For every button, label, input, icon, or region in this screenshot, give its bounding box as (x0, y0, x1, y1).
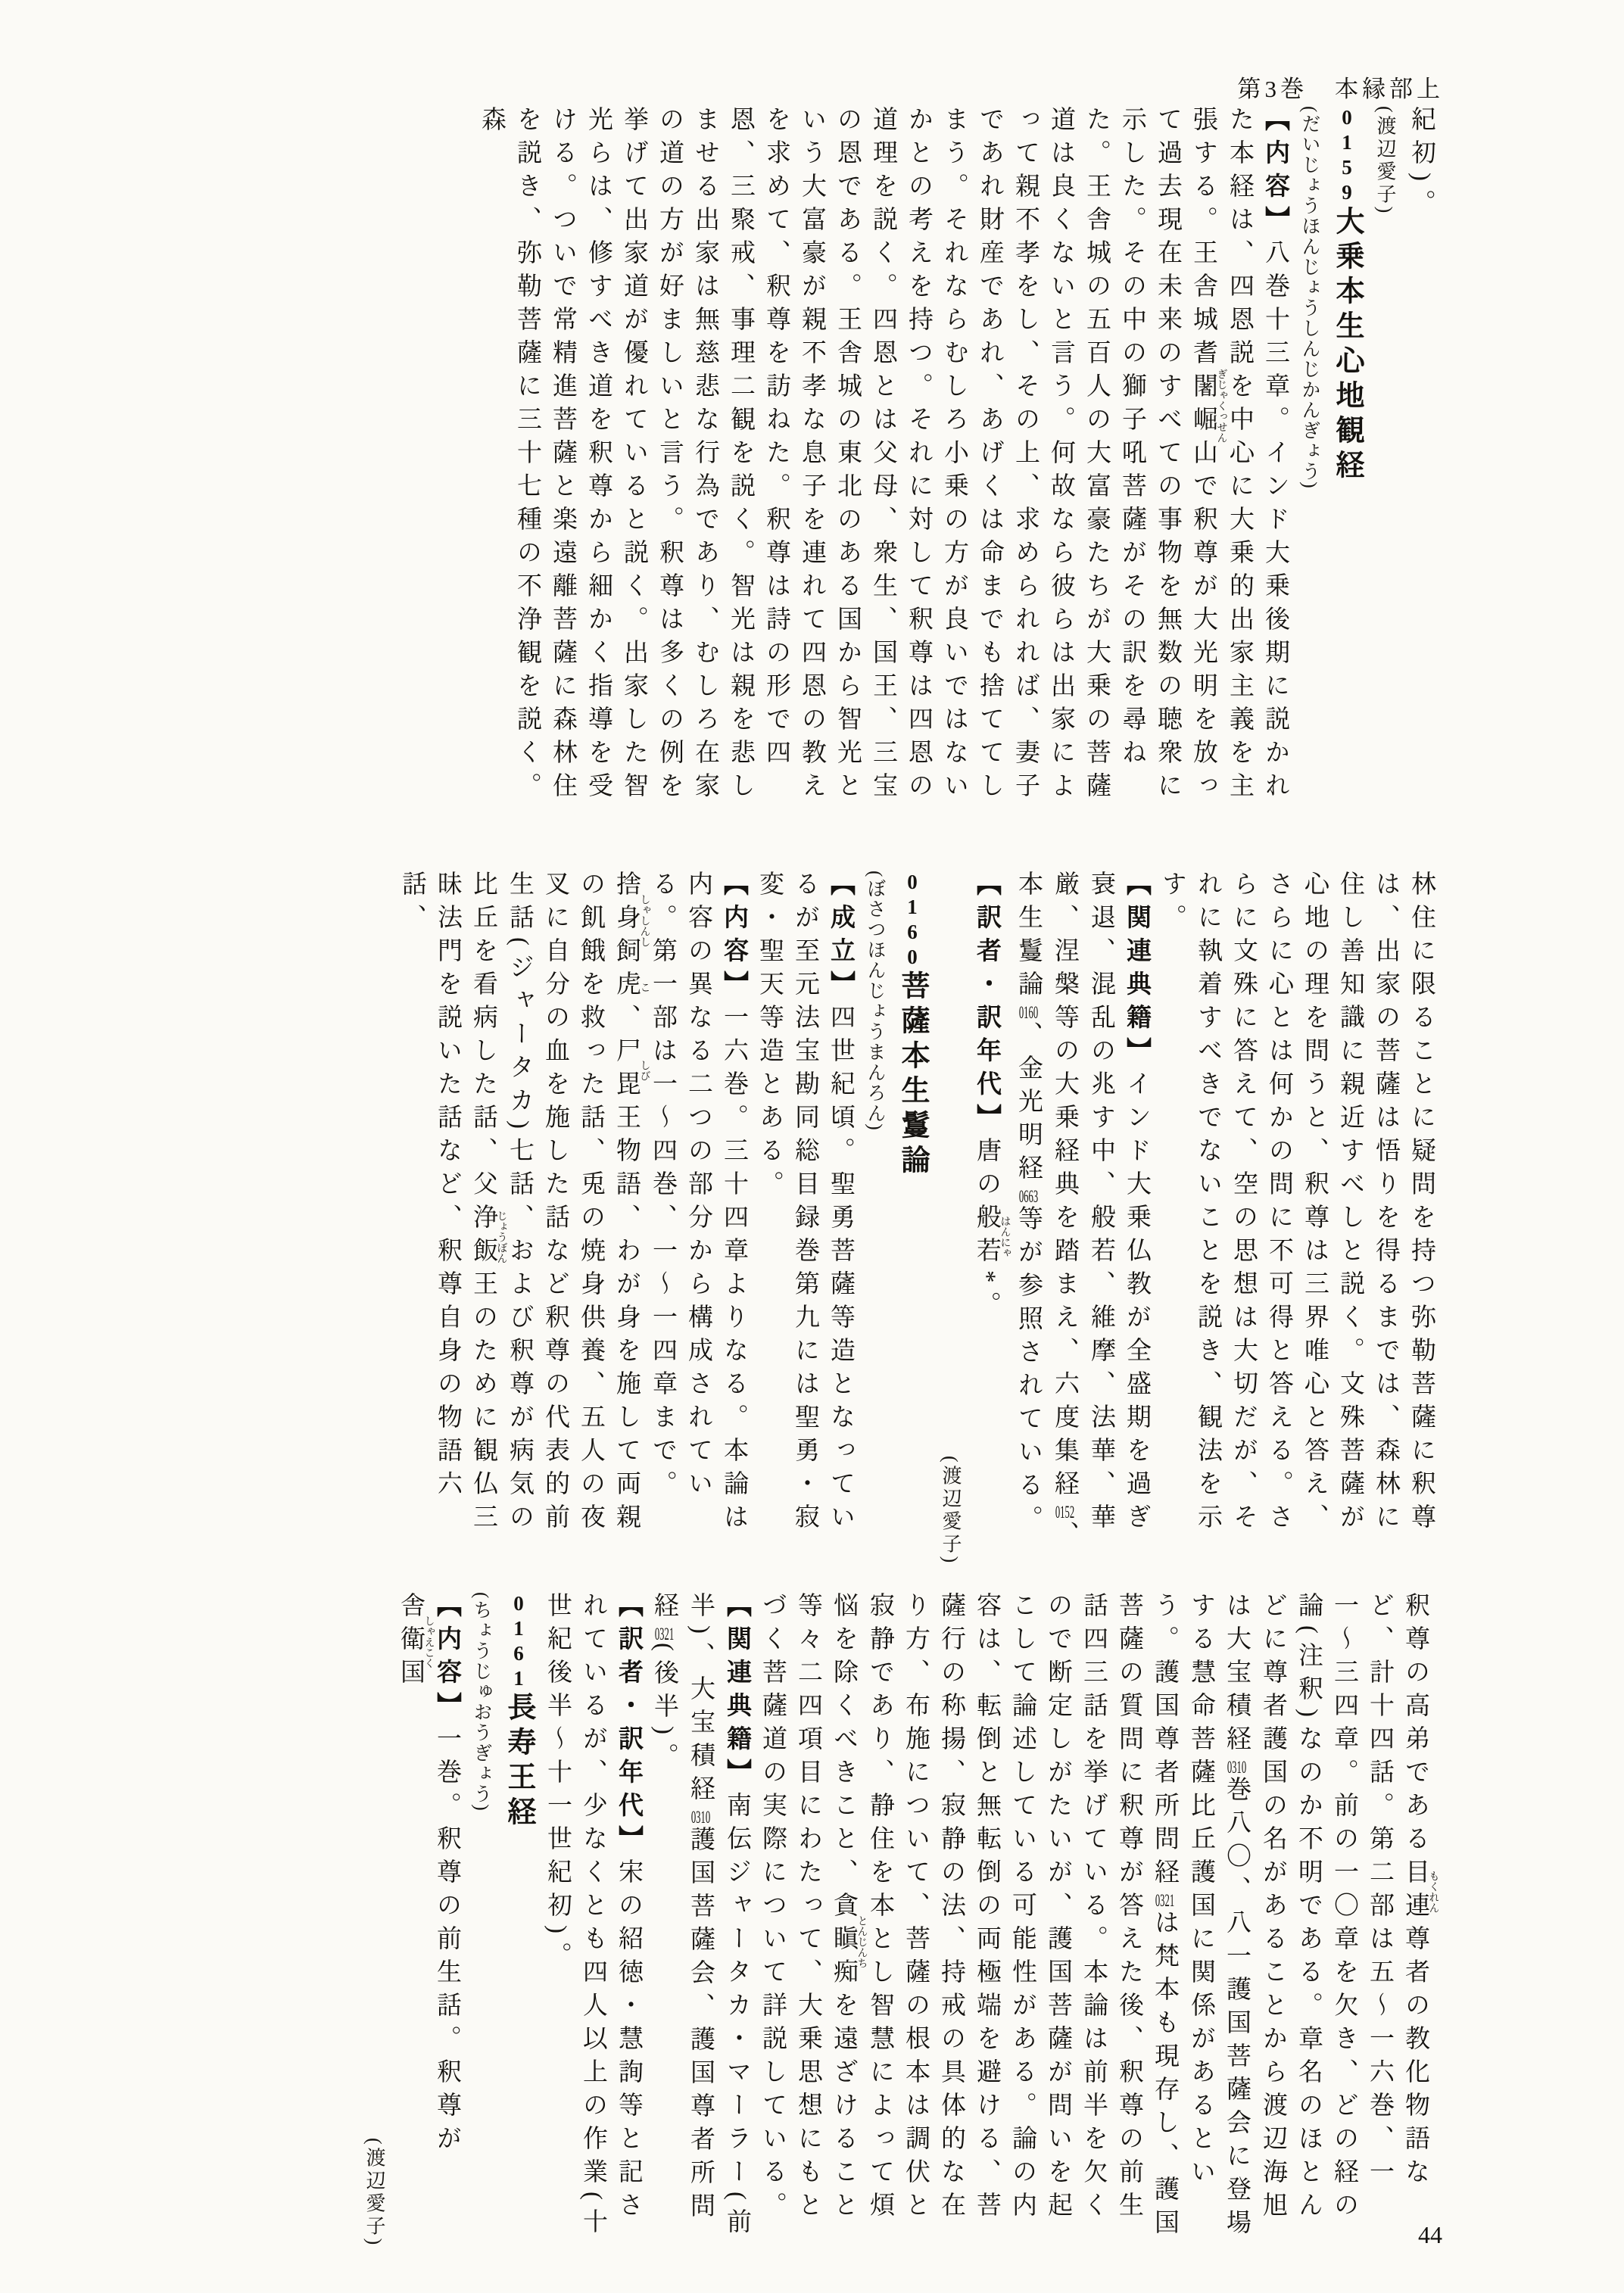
field-label: 【成立】 (827, 871, 854, 1004)
entry-number: 0159 (1336, 106, 1358, 206)
ref-number: 0310 (690, 1809, 711, 1826)
ruby-term: 捨身飼しゃしんし (613, 871, 650, 970)
field-label: 【内容】 (433, 1592, 460, 1725)
entry-title: 菩薩本生鬘論 (896, 970, 928, 1179)
entry-heading-0159 (1326, 106, 1367, 827)
formation-paragraph (751, 871, 858, 1566)
ruby-term: 虎こ (613, 970, 650, 1004)
entry-reading: (ぼさつほんじょうまんろん) (865, 871, 885, 1132)
text-band-3 (72, 1592, 1439, 2248)
field-label: 【訳者・訳年代】 (973, 871, 1000, 1137)
entry-title: 長寿王経 (503, 1692, 535, 1831)
attribution: (渡辺愛子) (363, 2137, 385, 2248)
entry-number: 0160 (901, 871, 924, 970)
paragraph-text: 南伝ジャータカ・マーラー(前半)、大宝積経0310護国菩薩会、護国尊者所問経0321(後半)。 (650, 1592, 750, 2242)
entry-title: 大乗本生心地観経 (1331, 206, 1363, 484)
paragraph-text: 唐の般若はんにゃ*。 (973, 1137, 1011, 1325)
continuation-text: 紀初)。 (1407, 106, 1435, 223)
ruby-term: 目連もくれん (1401, 1858, 1439, 1925)
text-band-1 (72, 106, 1439, 827)
paragraph-text: 八巻十三章。インド大乗後期に説かれた本経は、四恩説を中心に大乗的出家主義を主張する。王舎城耆闍崛山ぎじゃくっせんで釈尊が大光明を放って過去現在未来のすべての事物を無数の聴衆に示した。その中の獅子吼菩薩がその訳を尋ねた。王舎城の五百人の大富豪たちが大乗の菩薩道は良くないと言う。何故なら彼らは出家によって親不孝をし、その上、求められれば、妻子であれ財産であれ、あげくは命までも捨ててしまう。それならむしろ小乗の方が良いではないかとの考えを持つ。それに対して釈尊は四恩の道理を説く。四恩とは父母、衆生、国王、三宝の恩である。王舎城の東北のある国から智光という大富豪が親不孝な息子を連れて四恩の教えを求めて、釈尊を訪ねた。釈尊は詩の形で四恩、三聚戒、事理二観を説く。智光は親を悲しませる出家は無慈悲な行為であり、むしろ在家の道の方が好ましいと言う。釈尊は多くの例を挙げて出家道が優れていると説く。出家した智光らは、修すべき道を釈尊から細かく指導を受ける。ついで常精進菩薩と楽遠離菩薩に森林住を説き、弥勒菩薩に三十七種の不浄観を説く。森 (478, 106, 1289, 805)
paragraph-text: 宋の紹徳・慧詢等と記されているが、少なくとも四人以上の作業(十世紀後半〜十一世紀初)。 (544, 1592, 642, 2242)
entry-number: 0161 (507, 1592, 530, 1692)
ruby-term: 般若はんにゃ (973, 1204, 1011, 1270)
related-texts-paragraph (1010, 871, 1154, 1566)
attribution: (渡辺愛子) (1374, 106, 1396, 217)
content-paragraph (394, 871, 751, 1566)
page-number: 44 (1418, 2221, 1442, 2248)
paragraph-text: 四世紀頃。聖勇菩薩等造となっているが至元法宝勘同総目録巻第九には聖勇・寂変・聖天等造とある。 (756, 871, 854, 1537)
attribution: (渡辺愛子) (940, 1455, 962, 1566)
content-paragraph (473, 106, 1292, 827)
field-label: 【内容】 (720, 871, 747, 1004)
text-band-2 (72, 871, 1439, 1566)
paragraph-text: 林住に限ることに疑問を持つ弥勒菩薩に釈尊は、出家の菩薩は悟りを得るまでは、森林に住し善知識に親近すべしと説く。文殊菩薩が心地の理を問うと、釈尊は三界唯心と答え、さらに心とは何かの問に不可得と答える。さらに文殊に答えて、空の思想は大切だが、それに執着すべきでないことを説き、観法を示す。 (1158, 871, 1435, 1537)
field-label: 【訳者・訳年代】 (615, 1592, 642, 1858)
related-texts-paragraph (646, 1592, 754, 2248)
ref-number: 0321 (1155, 1892, 1175, 1909)
paragraph-text: 一六巻。三十四章よりなる。本論は内容の異なる二つの部分から構成されている。第一部は一〜四巻、一〜一四章まで。捨身飼しゃしんし虎こ、尸毘しび王物語、わが身を施して両親の飢餓を救った話、兎の焼身供養、五人の夜叉に自分の血を施した話など釈尊の代表的前生話(ジャータカ)七話、および釈尊が病気の比丘を看病した話、父浄飯じょうぼん王のために観仏三昧法門を説いた話など、釈尊自身の物語六話、 (398, 871, 747, 1537)
paragraph-text: インド大乗仏教が全盛期を過ぎ衰退、混乱の兆す中、般若、維摩、法華、華厳、涅槃等の大乗経典を踏まえ、六度集経0152、本生鬘論0160、金光明経0663等が参照されている。 (1015, 871, 1150, 1554)
ruby-term: 耆闍崛山ぎじゃくっせん (1189, 339, 1227, 472)
entry-heading-0160 (892, 871, 933, 1566)
content-paragraph (392, 1592, 464, 2248)
ruby-term: 貪瞋痴とんじんち (830, 1892, 868, 1992)
ref-number: 0310 (1227, 1759, 1247, 1776)
translator-paragraph (968, 871, 1010, 1566)
field-label: 【関連典籍】 (723, 1592, 750, 1792)
paragraph-text: 一巻。釈尊の前生話。釈尊が舎衛国しゃえこく (397, 1592, 460, 2158)
ref-number: 0321 (654, 1625, 675, 1643)
field-label: 【関連典籍】 (1123, 871, 1150, 1070)
running-head: 第3巻 本縁部上 (1237, 76, 1444, 102)
field-label: 【内容】 (1261, 106, 1289, 239)
ref-number: 0160 (1018, 1004, 1039, 1021)
paragraph-text: 釈尊の高弟である目連もくれん尊者の教化物語など、計十四話。第二部は五〜一六巻、一一〜三四章。前の一〇章を欠き、どの経の論(注釈)なのか不明である。章名のほとんどに尊者護国の名があることから渡辺海旭は大宝積経0310巻八〇、八一護国菩薩会に登場する慧命菩薩比丘護国に関係があるという。護国尊者所問経0321は梵本も現存し、護国菩薩の質問に釈尊が答えた後、釈尊の前生話四三話を挙げている。本論は前半を欠くので断定しがたいが、護国菩薩が問いを起こして論述している可能性がある。論の内容は、転倒と無転倒の両極端を避ける、菩薩行の称揚、寂静の法、持戒の具体的な在り方、布施について、菩薩の根本は調伏と寂静であり、静住を本とし智慧によって煩悩を除くべきこと、貪瞋痴とんじんちを遠ざけること等々二四項目にわたって、大乗思想にもとづく菩薩道の実際について詳説している。 (759, 1592, 1439, 2242)
continuation-paragraph (1154, 871, 1439, 1566)
continuation-paragraph (754, 1592, 1439, 2248)
entry-reading: (だいじょうほんじょうしんじかんぎょう) (1299, 106, 1320, 490)
entry-heading-0161 (498, 1592, 539, 2248)
ruby-term: 舎衛国しゃえこく (397, 1592, 435, 1692)
ref-number: 0663 (1018, 1188, 1039, 1205)
entry-reading: (ちょうじゅおうぎょう) (471, 1592, 491, 1812)
ruby-term: 浄飯じょうぼん (469, 1204, 507, 1270)
translator-paragraph (539, 1592, 646, 2248)
ruby-term: 尸毘しび (613, 1037, 650, 1104)
ref-number: 0152 (1055, 1503, 1075, 1521)
